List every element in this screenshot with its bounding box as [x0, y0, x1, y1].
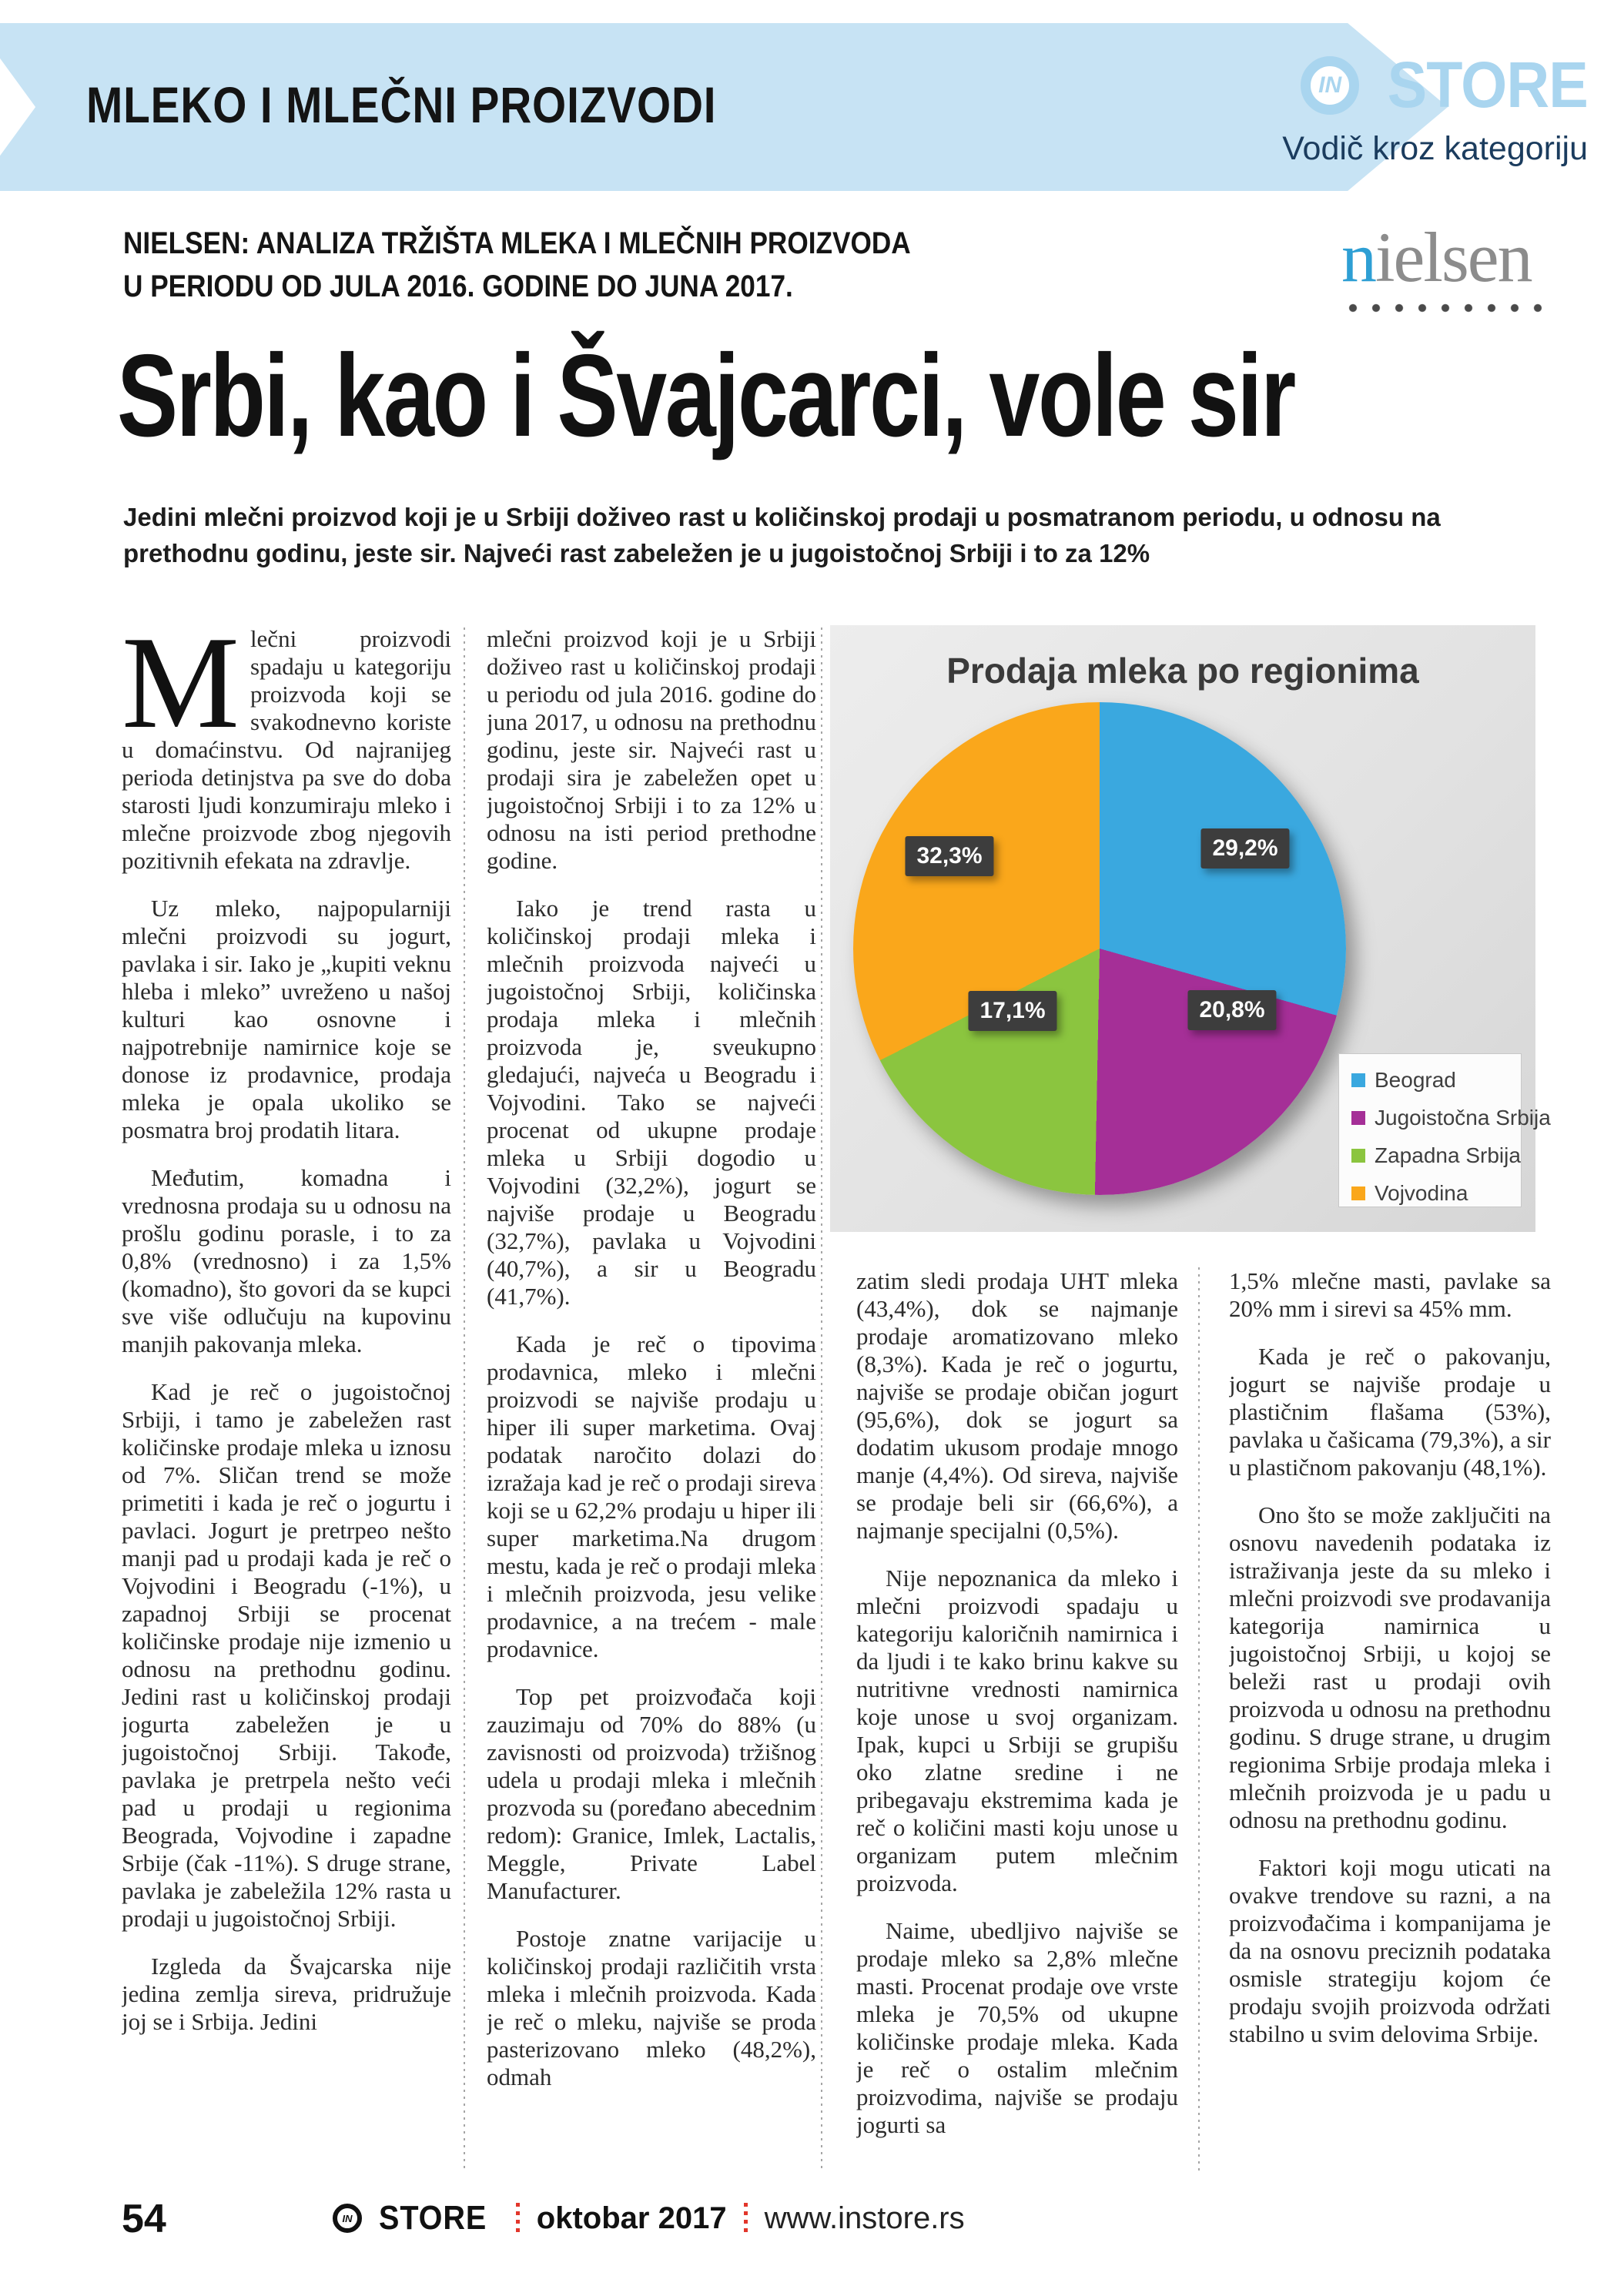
paragraph: Kad je reč o jugoistočnoj Srbiji, i tamo je zabeležen rast količinske prodaje mleka u iznosu od 7%. Sličan trend se može primetiti i kada je reč o jogurtu i pavlaci. Jogurt je pretrpeo nešto manji pad u prodaji kada je reč o Vojvodini i Beogradu (-1%), u zapadnoj Srbiji se procenat količinske prodaje nije izmenio u odnosu na prethodnu godinu. Jedini rast u količinskoj prodaji jogurta zabeležen je u jugoistočnoj Srbiji. Takođe, pavlaka je pretrpela nešto veći pad u prodaji u regionima Beograda, Vojvodine i zapadne Srbije (čak -11%). S druge strane, pavlaka je zabeležila 12% rasta u prodaji u jugoistočnoj Srbiji.: [122, 1378, 451, 1932]
paragraph: mlečni proizvod koji je u Srbiji doživeo rast u količinskoj prodaji u periodu od jula 2016. godine do juna 2017, u odnosu na prethodnu godinu, jeste sir. Najveći rast u prodaji sira je zabeležen opet u jugoistočnoj Srbiji i to za 12% u odnosu na isti period prethodne godine.: [487, 625, 816, 874]
paragraph: Kada je reč o tipovima prodavnica, mleko i mlečni proizvodi se najviše prodaju u hiper ili super marketima. Ovaj podatak naročito dolazi do izražaja kad je reč o prodaji sireva koji se u 62,2% prodaju u hiper ili super marketima.Na drugom mestu, kada je reč o prodaji mleka i mlečnih proizvoda, jesu velike prodavnice, a na trećem - male prodavnice.: [487, 1330, 816, 1662]
paragraph: Postoje znatne varijacije u količinskoj prodaji različitih vrsta mleka i mlečnih proizvoda. Kada je reč o mleku, najviše se proda pasterizovano mleko (48,2%), odmah: [487, 1925, 816, 2090]
footer-divider-icon: [516, 2203, 520, 2234]
category-title: MLEKO I MLEČNI PROIZVODI: [86, 76, 717, 133]
article-deck: Jedini mlečni proizvod koji je u Srbiji doživeo rast u količinskoj prodaji u posmatranom periodu, u odnosu na prethodnu godinu, jeste sir. Najveći rast zabeležen je u jugoistočnoj Srbiji i to za 12%: [123, 503, 1441, 567]
kicker: [123, 222, 911, 308]
instore-circle-icon: IN: [1301, 56, 1359, 115]
drop-cap: M: [122, 625, 239, 756]
column-divider: [1198, 1267, 1200, 2171]
instore-circle-icon: IN: [333, 2204, 362, 2233]
nielsen-dots-icon: [1341, 303, 1545, 313]
slice-label-zapadna-srbija: 17,1%: [968, 991, 1056, 1031]
paragraph: Iako je trend rasta u količinskoj prodaji mleka i mlečnih proizvoda najveći u jugoistočnoj Srbiji, količinska prodaja mleka i mlečnih proizvoda je, sveukupno gledajući, najveća u Beogradu i Vojvodini. Tako se najveći procenat od ukupne prodaje mleka u Srbiji dogodio u Vojvodini (32,2%), jogurt se najviše prodaje u Beogradu (32,7%), pavlaka u Vojvodini (40,7%), a sir u Beogradu (41,7%).: [487, 895, 816, 1310]
kicker-line-1: NIELSEN: ANALIZA TRŽIŠTA MLEKA I MLEČNIH PROIZVODA: [123, 226, 911, 260]
nielsen-logo: [1341, 218, 1549, 313]
paragraph: 1,5% mlečne masti, pavlake sa 20% mm i sirevi sa 45% mm.: [1229, 1267, 1551, 1322]
paragraph: zatim sledi prodaja UHT mleka (43,4%), dok se najmanje prodaje aromatizovano mleko (8,3%). Kada je reč o jogurtu, najviše se prodaje običan jogurt (95,6%), dok se jogurt sa dodatim ukusom prodaje mnogo manje (4,4%). Od sireva, najviše se prodaje beli sir (66,6%), a najmanje specijalni (0,5%).: [856, 1267, 1178, 1544]
paragraph: Kada je reč o pakovanju, jogurt se najviše prodaje u plastičnim flašama (53%), pavlaka u čašicama (79,3%), a sir u plastičnom pakovanju (48,1%).: [1229, 1343, 1551, 1481]
chart-legend: [1338, 1053, 1551, 1207]
slice-label-beograd: 29,2%: [1200, 828, 1289, 869]
legend-swatch-icon: [1351, 1111, 1365, 1125]
article-headline: Srbi, kao i Švajcarci, vole sir: [117, 330, 1294, 461]
instore-logo-text: STORE: [1387, 49, 1588, 121]
milk-sales-by-region-chart: [830, 625, 1551, 1232]
page-number: 54: [122, 2197, 166, 2241]
paragraph: Uz mleko, najpopularniji mlečni proizvodi su jogurt, pavlaka i sir. Iako je „kupiti veknu hleba i mleko” uvreženo u našoj kulturi kao osnovne i najpotrebnije namirnice koje se donose iz prodavnice, prodaja mleka je opala ukoliko se posmatra broj prodatih litara.: [122, 895, 451, 1143]
nielsen-logo-text: nielsen: [1341, 218, 1532, 296]
pie-chart: [853, 702, 1346, 1195]
paragraph: Faktori koji mogu uticati na ovakve trendove su razni, a na proizvođačima i kompanijama je da na osnovu preciznih podataka osmisle strategiju kojom će prodaju svojih proizvoda održati stabilno u svim delovima Srbije.: [1229, 1854, 1551, 2047]
paragraph: Izgleda da Švajcarska nije jedina zemlja sireva, pridružuje joj se i Srbija. Jedini: [122, 1953, 451, 2035]
paragraph: Ono što se može zaključiti na osnovu navedenih podataka iz istraživanja jeste da su mleko i mlečni proizvodi sve prodavanija kategorija namirnica u jugoistočnoj Srbiji, u kojoj se beleži rast u prodaji ovih proizvoda u odnosu na prethodnu godinu. S druge strane, u drugim regionima Srbije prodaja mleka i mlečnih proizvoda je u padu u odnosu na prethodnu godinu.: [1229, 1501, 1551, 1833]
legend-swatch-icon: [1351, 1073, 1365, 1087]
body-column-4: [1229, 1267, 1551, 2176]
body-column-2: [487, 625, 816, 2181]
footer-issue: oktobar 2017: [536, 2201, 727, 2235]
kicker-line-2: U PERIODU OD JULA 2016. GODINE DO JUNA 2017.: [123, 269, 793, 303]
paragraph: Mlečni proizvodi spadaju u kategoriju proizvoda koji se svakodnevno koriste u domaćinstvu. Od najranijeg perioda detinjstva pa sve do doba starosti ljudi konzumiraju mleko i mlečne proizvode zbog njegovih pozitivnih efekata na zdravlje.: [122, 625, 451, 874]
paragraph: Međutim, komadna i vrednosna prodaja su u odnosu na prošlu godinu porasle, i to za 0,8% (vrednosno) i za 1,5% (komadno), što govori da se kupci sve više odlučuju na kupovinu manjih pakovanja mleka.: [122, 1164, 451, 1357]
legend-item-zapadna-srbija: Zapadna Srbija: [1351, 1143, 1521, 1168]
legend-swatch-icon: [1351, 1149, 1365, 1163]
slice-label-jugoistocna-srbija: 20,8%: [1187, 990, 1276, 1030]
footer-brand-name: STORE: [379, 2199, 487, 2237]
body-column-3: [856, 1267, 1178, 2176]
instore-tagline: Vodič kroz kategoriju: [1282, 130, 1588, 167]
legend-swatch-icon: [1351, 1186, 1365, 1200]
footer-divider-icon: [744, 2203, 748, 2234]
paragraph: Top pet proizvođača koji zauzimaju od 70% do 88% (u zavisnosti od proizvoda) tržišnog udela u prodaji mleka i mlečnih prozvoda su (poređano abecednim redom): Granice, Imlek, Lactalis, Meggle, Private Label Manufacturer.: [487, 1683, 816, 1904]
column-divider: [464, 628, 465, 2171]
legend-item-vojvodina: Vojvodina: [1351, 1181, 1521, 1206]
instore-logo: [1280, 48, 1588, 168]
footer-brand: [333, 2199, 965, 2237]
paragraph: Nije nepoznanica da mleko i mlečni proizvodi spadaju u kategoriju kaloričnih namirnica i da ljudi i te kako brinu kakve su nutritivne vrednosti namirnica koje unose u svoj organizam. Ipak, kupci u Srbiji se grupišu oko zlatne sredine i ne pribegavaju ekstremima kada je reč o količini masti koju unose u organizam putem mlečnim proizvoda.: [856, 1565, 1178, 1896]
chart-title: Prodaja mleka po regionima: [946, 651, 1419, 691]
footer-website-link[interactable]: www.instore.rs: [764, 2201, 965, 2235]
slice-label-vojvodina: 32,3%: [905, 836, 993, 876]
paragraph: Naime, ubedljivo najviše se prodaje mleko sa 2,8% mlečne masti. Procenat prodaje ove vrste mleka je 70,5% od ukupne količinske prodaje mleka. Kada je reč o ostalim mlečnim proizvodima, najviše se prodaju jogurti sa: [856, 1917, 1178, 2138]
legend-item-beograd: Beograd: [1351, 1068, 1521, 1093]
body-column-1: [122, 625, 451, 2181]
column-divider: [821, 628, 822, 2171]
legend-item-jugoistocna-srbija: Jugoistočna Srbija: [1351, 1106, 1521, 1130]
